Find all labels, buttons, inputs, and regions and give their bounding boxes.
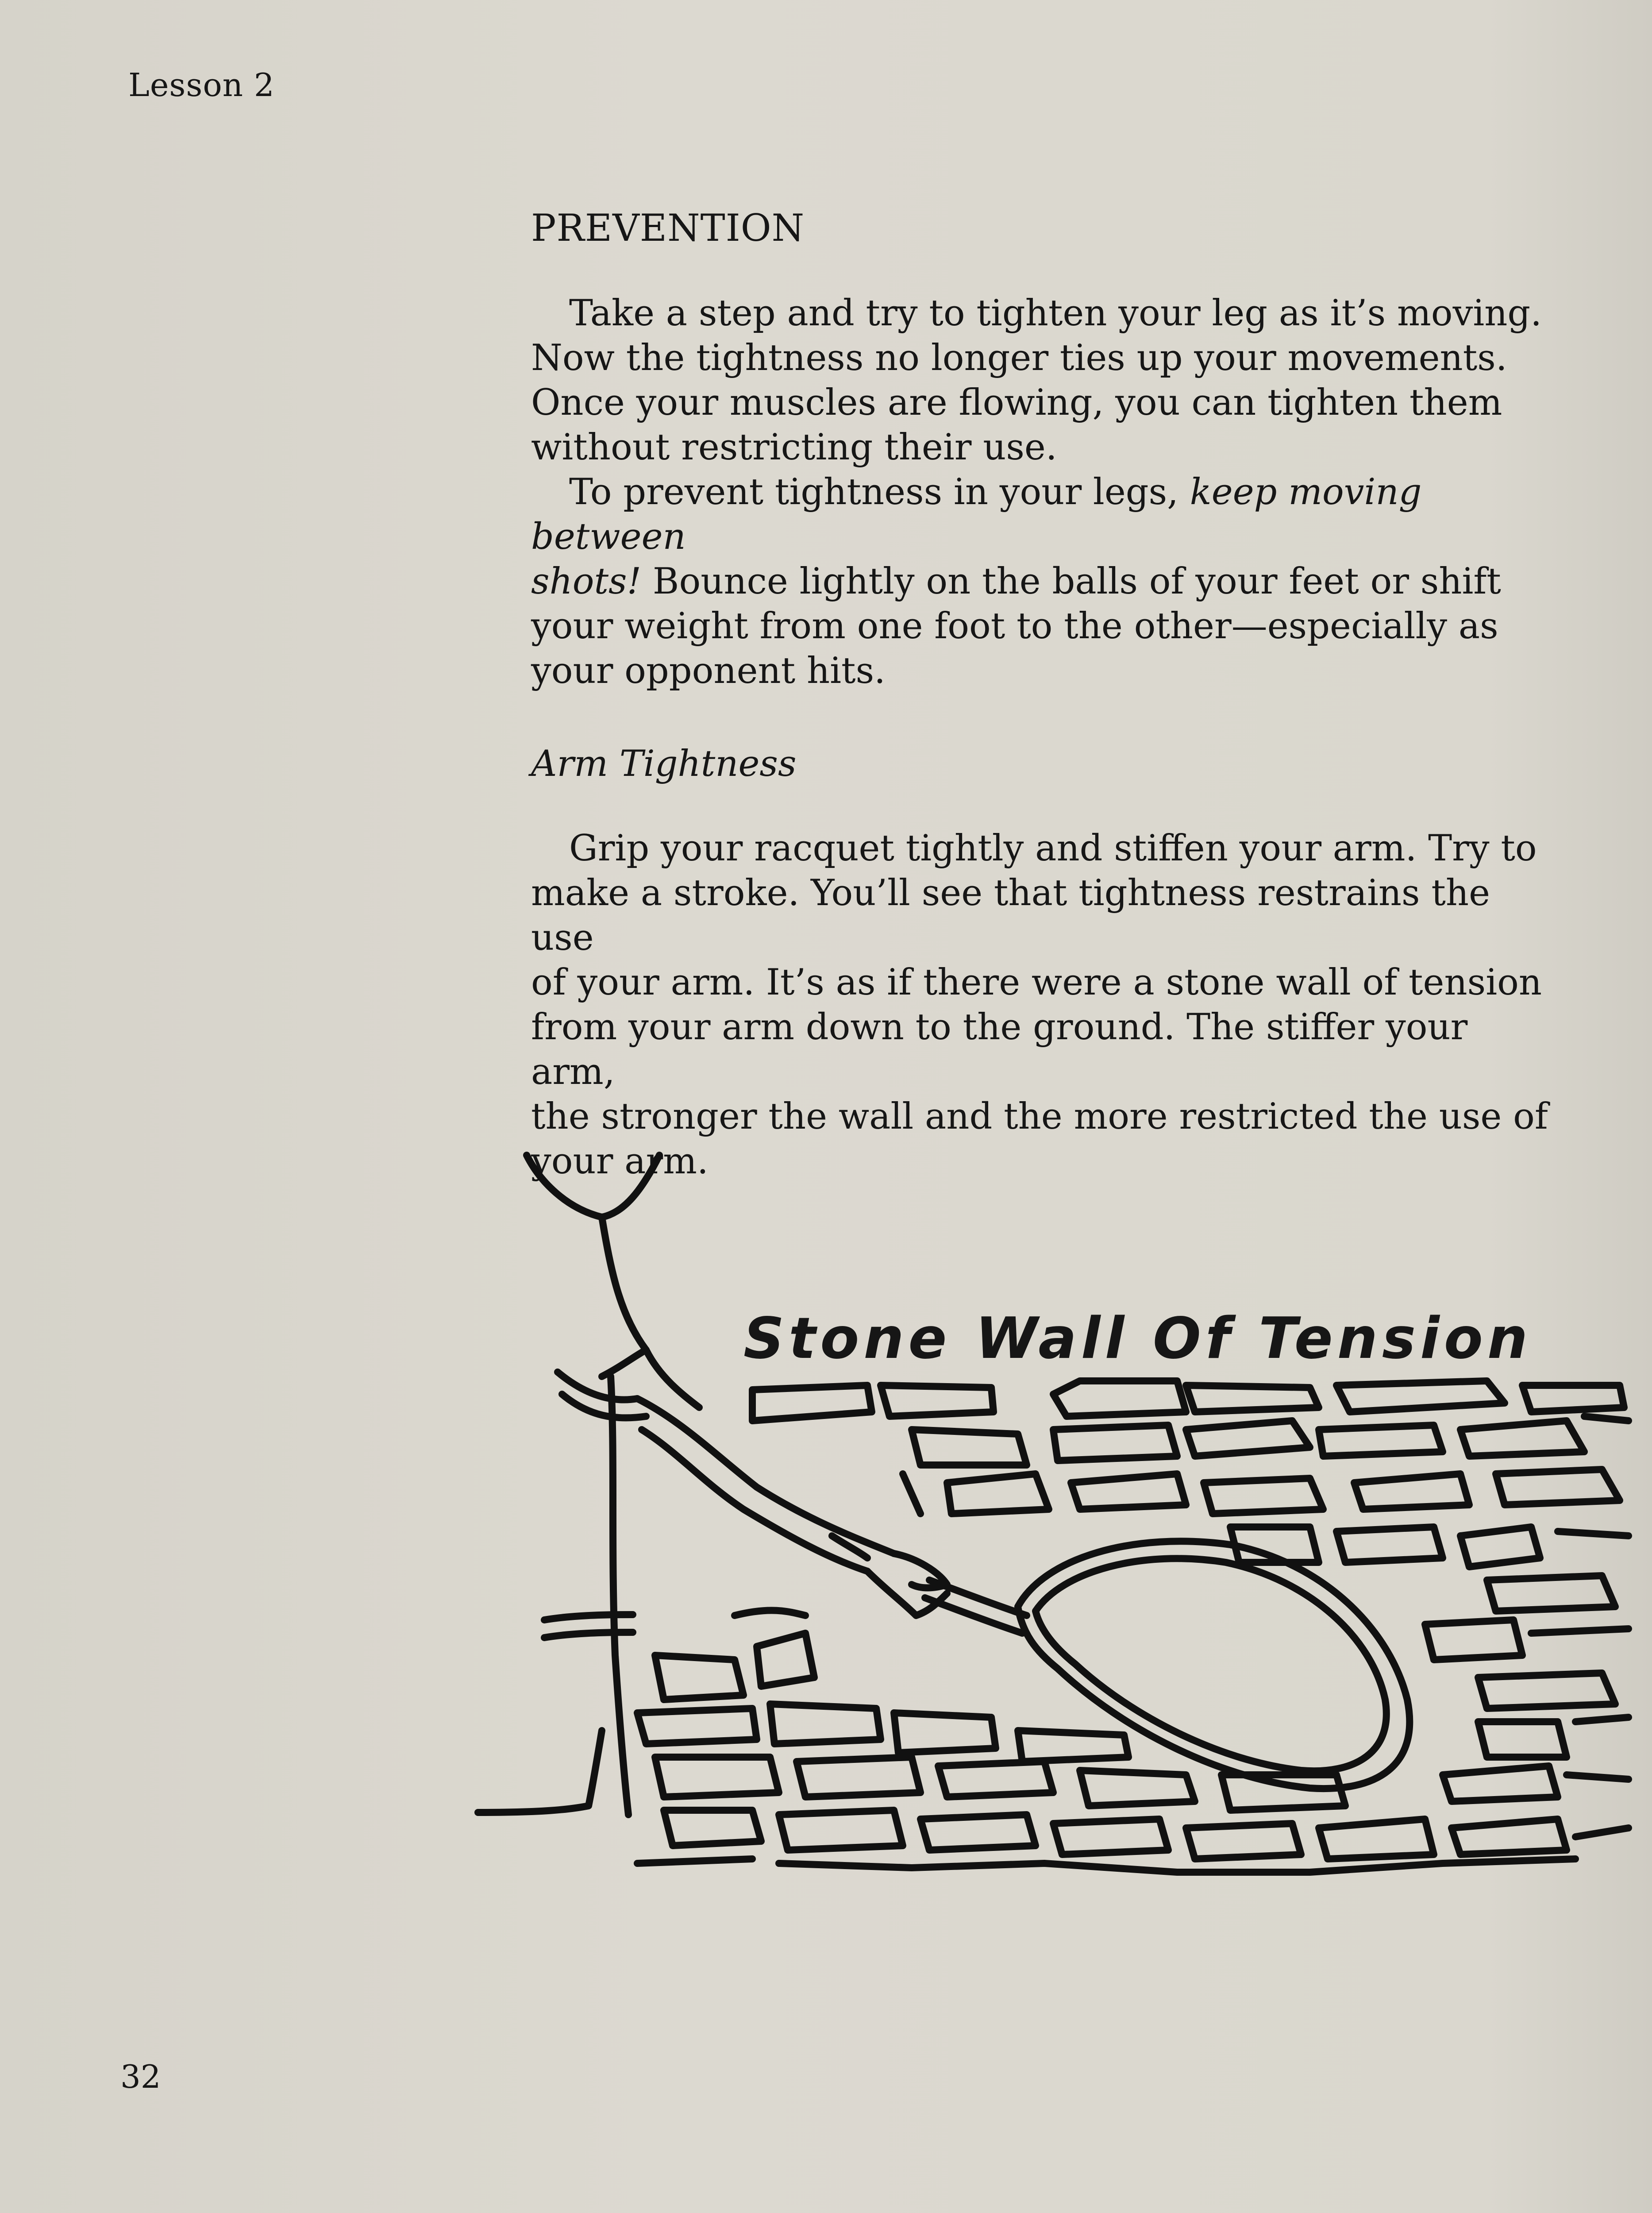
prevention-paragraph-2 xyxy=(531,470,1549,694)
prevention-paragraph-2-start: To prevent tightness in your legs, xyxy=(569,471,1190,513)
figure-caption: Stone Wall Of Tension xyxy=(743,1306,1532,1372)
stone-wall-drawing xyxy=(469,1146,1637,1925)
prevention-paragraph-2-emphasis: keep moving between shots! xyxy=(531,471,1422,602)
running-head: Lesson 2 xyxy=(128,66,275,104)
main-text xyxy=(531,204,1549,1184)
prevention-paragraph-1: Take a step and try to tighten your leg as it’s moving. Now the tightness no longer ties up your movements. Once your muscles are flowing, you can tighten them without restricting their use. xyxy=(531,293,1542,468)
prevention-paragraph-2-end: Bounce lightly on the balls of your feet or shift your weight from one foot to the other—especially as your opponent hits. xyxy=(531,561,1501,692)
prevention-heading: PREVENTION xyxy=(531,206,805,250)
arm-tightness-heading: Arm Tightness xyxy=(531,743,797,785)
page-number: 32 xyxy=(120,2058,161,2095)
stone-wall-illustration xyxy=(469,1146,1637,1925)
arm-tightness-paragraph: Grip your racquet tightly and stiffen your arm. Try to make a stroke. You’ll see that tightness restrains the use of your arm. It’s as if there were a stone wall of tension from your arm down to the ground. The stiffer your arm, the stronger the wall and the more restricted the use of your arm. xyxy=(531,828,1548,1182)
